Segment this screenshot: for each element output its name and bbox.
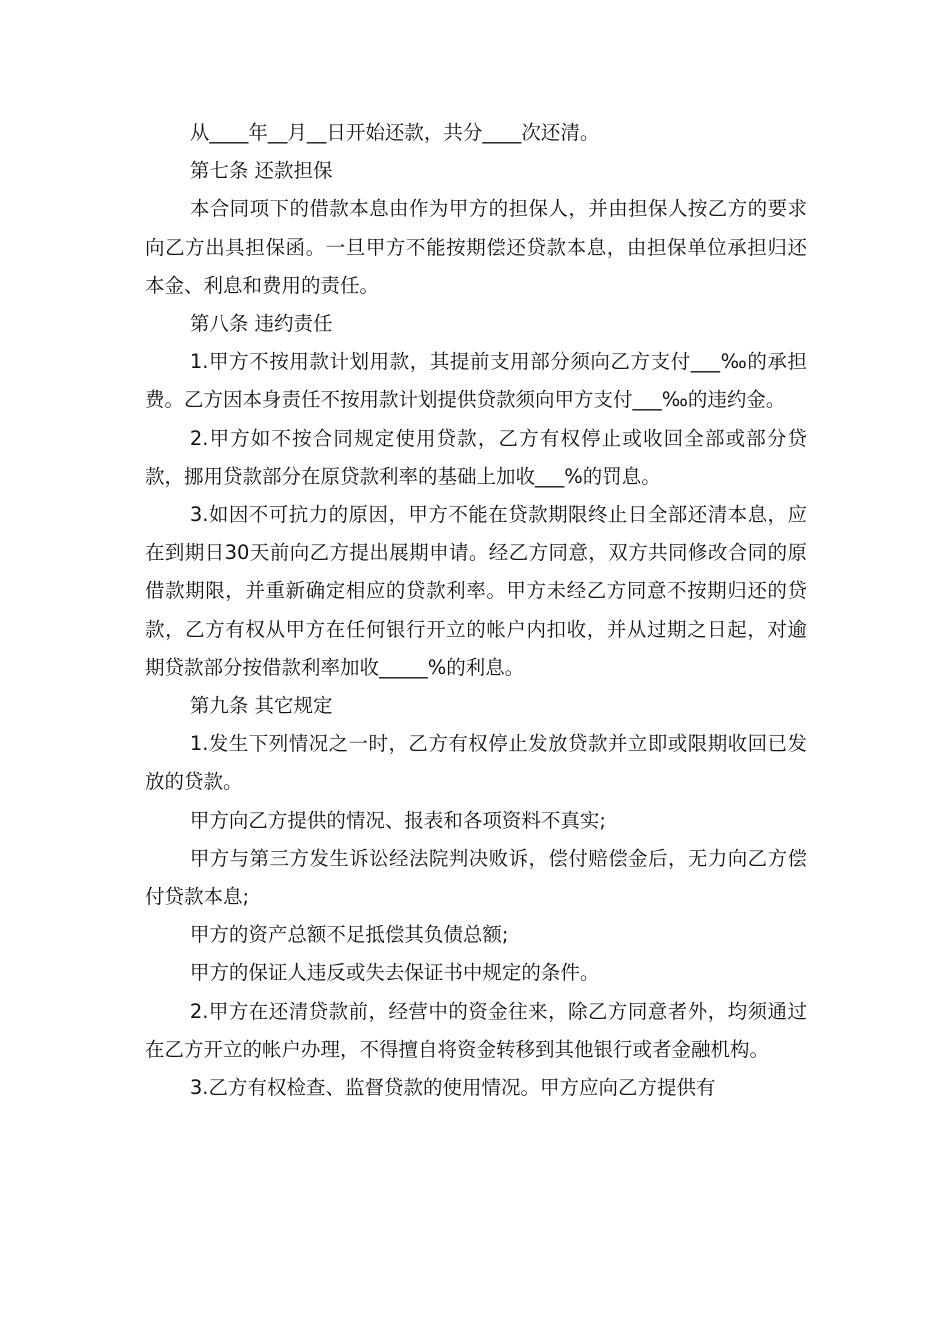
paragraph-other-1: 1.发生下列情况之一时，乙方有权停止发放贷款并立即或限期收回已发放的贷款。 [145, 732, 807, 794]
heading-article-8: 第八条 违约责任 [189, 312, 333, 336]
paragraph-breach-2: 2.甲方如不按合同规定使用贷款，乙方有权停止或收回全部或部分贷款，挪用贷款部分在原贷款利率的基础上加收___%的罚息。 [145, 426, 807, 488]
heading-article-7: 第七条 还款担保 [189, 159, 333, 183]
paragraph-breach-3: 3.如因不可抗力的原因，甲方不能在贷款期限终止日全部还清本息，应在到期日30天前向乙方提出展期申请。经乙方同意，双方共同修改合同的原借款期限，并重新确定相应的贷款利率。甲方未经乙方同意不按期归还的贷款，乙方有权从甲方在任何银行开立的帐户内扣收，并从过期之日起，对逾期贷款部分按借款利率加收_____%的利息。 [145, 503, 807, 679]
heading-article-9: 第九条 其它规定 [189, 694, 333, 718]
paragraph-condition-b: 甲方与第三方发生诉讼经法院判决败诉，偿付赔偿金后，无力向乙方偿付贷款本息; [145, 846, 807, 909]
paragraph-other-3: 3.乙方有权检查、监督贷款的使用情况。甲方应向乙方提供有 [189, 1076, 716, 1100]
paragraph-guarantee: 本合同项下的借款本息由作为甲方的担保人，并由担保人按乙方的要求向乙方出具担保函。一旦甲方不能按期偿还贷款本息，由担保单位承担归还本金、利息和费用的责任。 [145, 197, 807, 297]
paragraph-condition-c: 甲方的资产总额不足抵偿其负债总额; [189, 923, 509, 947]
paragraph-breach-1: 1.甲方不按用款计划用款，其提前支用部分须向乙方支付___‰的承担费。乙方因本身责任不按用款计划提供贷款须向甲方支付___‰的违约金。 [145, 350, 807, 412]
paragraph-condition-a: 甲方向乙方提供的情况、报表和各项资料不真实; [189, 808, 606, 832]
document-body [145, 114, 807, 1107]
paragraph-condition-d: 甲方的保证人违反或失去保证书中规定的条件。 [189, 961, 600, 985]
paragraph-repayment-schedule: 从____年__月__日开始还款，共分____次还清。 [189, 121, 600, 144]
paragraph-other-2: 2.甲方在还清贷款前，经营中的资金往来，除乙方同意者外，均须通过在乙方开立的帐户办理，不得擅自将资金转移到其他银行或者金融机构。 [145, 999, 807, 1061]
